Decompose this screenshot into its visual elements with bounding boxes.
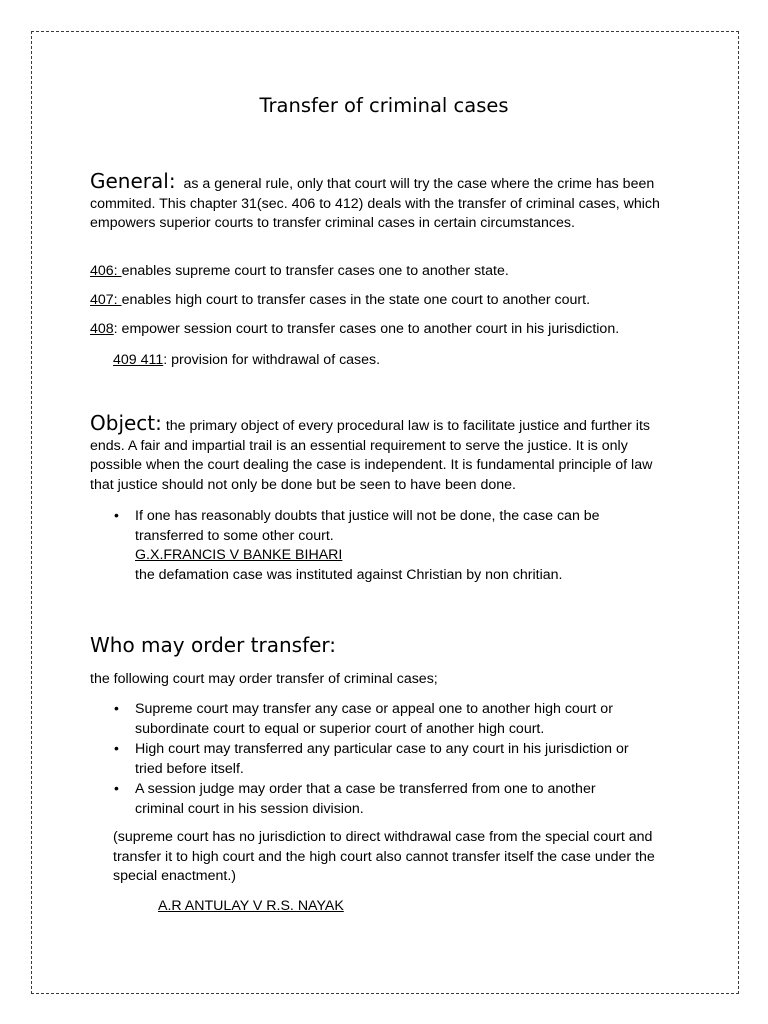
who-bullet: High court may transferred any particular case to any court in his jurisdiction or tried before itself. — [135, 741, 629, 777]
who-bullet: Supreme court may transfer any case or appeal one to another high court or subordinate court to equal or superior court of another high court. — [135, 701, 613, 737]
general-text: as a general rule, only that court will try the case where the crime has been commited. This chapter 31(sec. 406 to 412) deals with the transfer of criminal cases, which empowers superior courts to transfer criminal cases in certain circumstances. — [90, 176, 660, 232]
who-heading: Who may order transfer: — [90, 633, 337, 657]
section-409-411 — [113, 351, 673, 371]
case-name: A.R ANTULAY V R.S. NAYAK — [158, 898, 344, 914]
section-text: : provision for withdrawal of cases. — [163, 352, 381, 368]
bullet-marker: • — [114, 780, 119, 796]
section-text: : empower session court to transfer cases one to another court in his jurisdiction. — [113, 321, 620, 337]
section-407 — [90, 291, 690, 311]
object-bullet-text: If one has reasonably doubts that justice will not be done, the case can be transferred to some other court. — [135, 508, 600, 544]
who-note: (supreme court has no jurisdiction to direct withdrawal case from the special court and transfer it to high court and the high court also cannot transfer itself the case under the special enactment.) — [113, 829, 655, 885]
section-number: 409 411 — [113, 352, 164, 368]
object-paragraph — [90, 411, 678, 495]
section-408 — [90, 320, 690, 340]
who-intro: the following court may order transfer of criminal cases; — [90, 671, 438, 687]
object-bullet — [135, 507, 660, 585]
bullet-marker: • — [114, 507, 119, 523]
section-number: 407: — [90, 292, 122, 308]
document-title: Transfer of criminal cases — [259, 94, 509, 117]
section-406 — [90, 262, 690, 282]
object-text: the primary object of every procedural law is to facilitate justice and further its ends. A fair and impartial trail is an essential requirement to serve the justice. It is only possible when the court dealing the case is independent. It is fundamental principle of law that justice should not only be done but be seen to have been done. — [90, 418, 653, 493]
section-text: enables supreme court to transfer cases one to another state. — [121, 263, 509, 279]
general-paragraph — [90, 169, 660, 234]
bullet-marker: • — [114, 700, 119, 716]
bullet-marker: • — [114, 740, 119, 756]
case-note: the defamation case was instituted against Christian by non chritian. — [135, 566, 563, 583]
who-bullet: A session judge may order that a case be transferred from one to another criminal court in his session division. — [135, 781, 596, 817]
section-number: 408 — [90, 321, 114, 337]
section-text: enables high court to transfer cases in the state one court to another court. — [121, 292, 591, 308]
case-name: G.X.FRANCIS V BANKE BIHARI — [135, 547, 343, 564]
general-heading: General: — [90, 169, 176, 193]
object-heading: Object: — [90, 411, 162, 435]
section-number: 406: — [90, 263, 122, 279]
